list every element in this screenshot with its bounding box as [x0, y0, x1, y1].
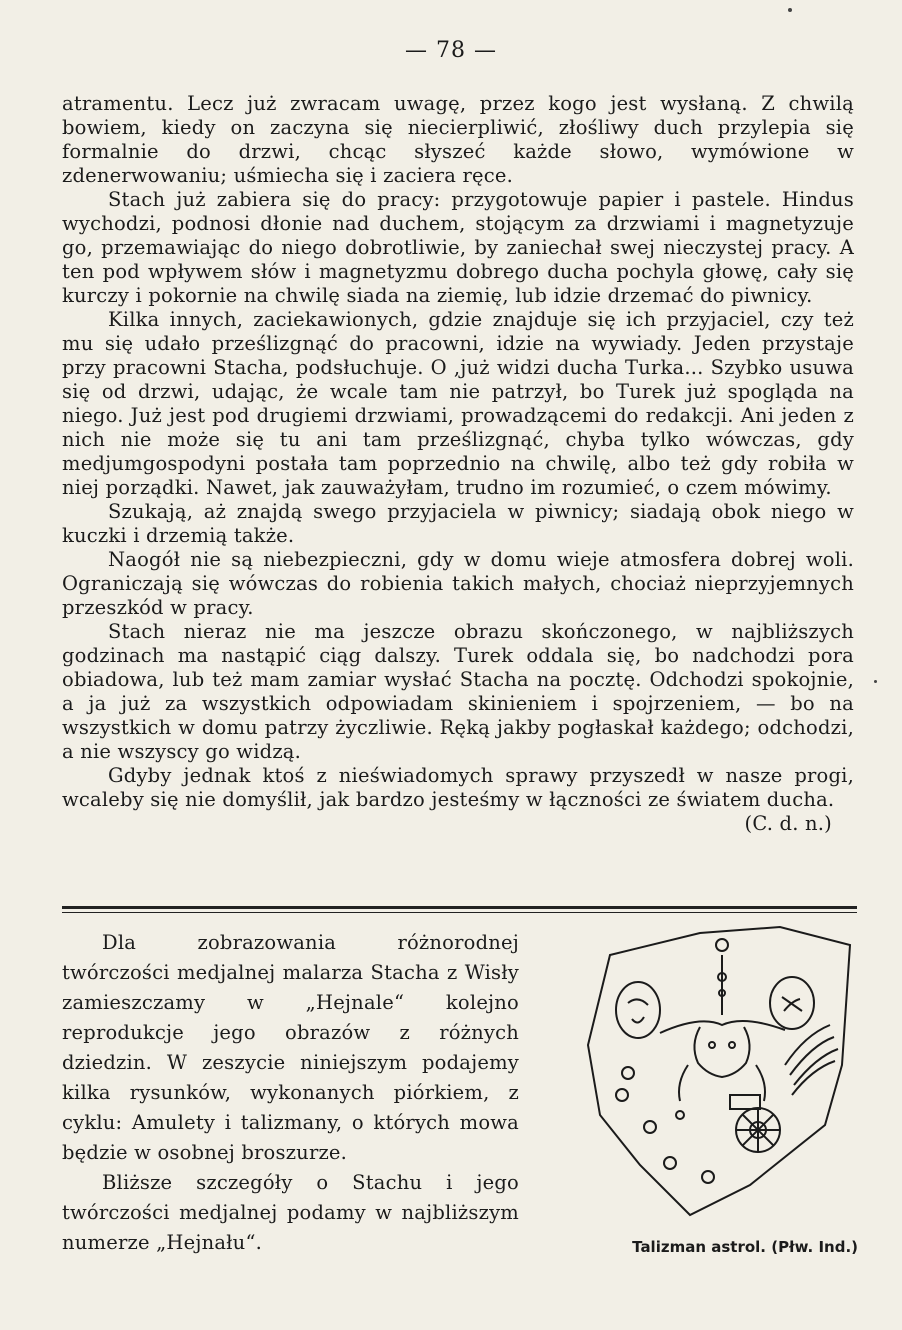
divider-thick-line — [62, 906, 857, 909]
print-speck — [874, 680, 877, 683]
paragraph-last — [62, 764, 854, 835]
paragraph: Stach nieraz nie ma jeszcze obrazu skończonego, w najbliższych godzinach ma nastąpić ciąg dalszy. Turek oddala się, bo nadchodzi pora obiadowa, lub też mam zamiar wysłać Stacha na pocztę. Odchodzi spokojnie, a ja już za wszystkich odpowiadam skinieniem i spojrzeniem, — bo na wszystkich w domu patrzy życzliwie. Ręką jakby pogłaskał każdego; odchodzi, a nie wszyscy go widzą. — [62, 620, 854, 763]
paragraph: Stach już zabiera się do pracy: przygotowuje papier i pastele. Hindus wychodzi, podnosi dłonie nad duchem, stojącym za drzwiami i magnetyzuje go, przemawiając do niego dobrotliwie, by zaniechał swej nieczystej pracy. A ten pod wpływem słów i magnetyzmu dobrego ducha pochyla głowę, cały się kurczy i pokornie na chwilę siada na ziemię, lub idzie drzemać do piwnicy. — [62, 188, 854, 307]
paragraph: atramentu. Lecz już zwracam uwagę, przez kogo jest wysłaną. Z chwilą bowiem, kiedy on zaczyna się niecierpliwić, złośliwy duch przylepia się formalnie do drzwi, chcąc słyszeć każde słowo, wymówione w zdenerwowaniu; uśmiecha się i zaciera ręce. — [62, 92, 854, 187]
main-article-text — [62, 92, 854, 836]
paragraph: Naogół nie są niebezpieczni, gdy w domu wieje atmosfera dobrej woli. Ograniczają się wówczas do robienia takich małych, chociaż nieprzyjemnych przeszkód w pracy. — [62, 548, 854, 619]
figure-caption: Talizman astrol. (Płw. Ind.) — [632, 1238, 858, 1256]
talisman-drawing-icon — [580, 915, 870, 1235]
editorial-note — [62, 928, 519, 1258]
paragraph: Szukają, aż znajdą swego przyjaciela w piwnicy; siadają obok niego w kuczki i drzemią także. — [62, 500, 854, 547]
paragraph-text: Gdyby jednak ktoś z nieświadomych sprawy przyszedł w nasze progi, wcaleby się nie domyślił, jak bardzo jesteśmy w łączności ze światem ducha. — [62, 764, 854, 811]
continuation-note: (C. d. n.) — [744, 812, 832, 835]
note-paragraph: Dla zobrazowania różnorodnej twórczości medjalnej malarza Stacha z Wisły zamieszczamy w „Hejnale“ kolejno reprodukcje jego obrazów z różnych dziedzin. W zeszycie niniejszym podajemy kilka rysunków, wykonanych piórkiem, z cyklu: Amulety i talizmany, o których mowa będzie w osobnej broszurze. — [62, 931, 519, 1164]
page-number: — 78 — — [405, 38, 497, 63]
print-speck — [788, 8, 792, 12]
note-paragraph: Bliższe szczegóły o Stachu i jego twórczości medjalnej podamy w najbliższym numerze „Hejnału“. — [62, 1171, 519, 1254]
paragraph: Kilka innych, zaciekawionych, gdzie znajduje się ich przyjaciel, czy też mu się udało prześlizgnąć do pracowni, idzie na wywiady. Jeden przystaje przy pracowni Stacha, podsłuchuje. O ,już widzi ducha Turka... Szybko usuwa się od drzwi, udając, że wcale tam nie patrzył, bo Turek już spogląda na niego. Już jest pod drugiemi drzwiami, prowadzącemi do redakcji. Ani jeden z nich nie może się tu ani tam prześlizgnąć, chyba tylko wówczas, gdy medjumgospodyni postała tam poprzednio na chwilę, albo też gdy robiła w niej porządki. Nawet, jak zauważyłam, trudno im rozumieć, o czem mówimy. — [62, 308, 854, 499]
divider-thin-line — [62, 912, 857, 913]
section-divider — [62, 906, 857, 913]
